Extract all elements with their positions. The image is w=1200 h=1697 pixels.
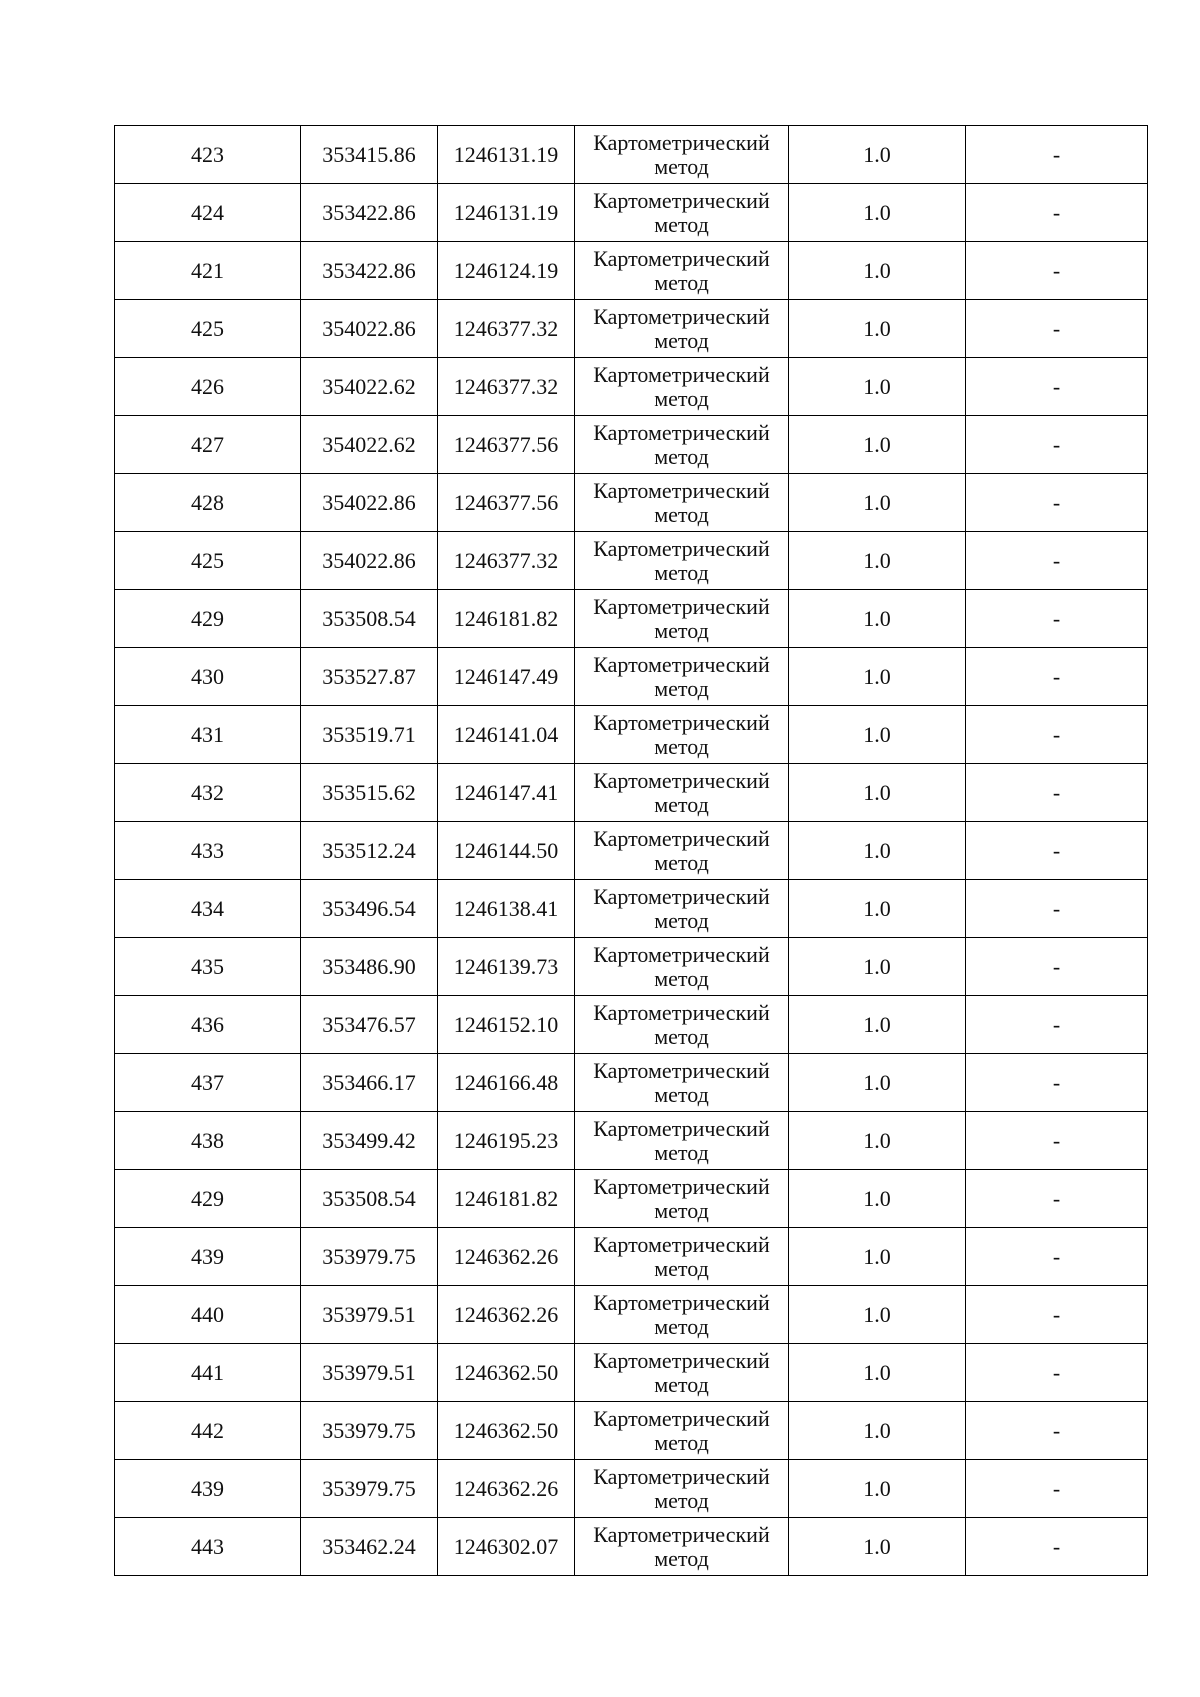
method-cell (575, 648, 789, 706)
accuracy-cell: 1.0 (789, 126, 966, 184)
accuracy-cell: 1.0 (789, 938, 966, 996)
note-cell: - (966, 822, 1148, 880)
point-number-cell: 439 (115, 1228, 301, 1286)
coord-y-cell: 1246181.82 (438, 590, 575, 648)
note-cell: - (966, 1112, 1148, 1170)
method-line-2: метод (654, 1023, 709, 1049)
method-cell (575, 358, 789, 416)
accuracy-cell: 1.0 (789, 706, 966, 764)
note-cell: - (966, 1286, 1148, 1344)
method-cell (575, 1112, 789, 1170)
method-line-2: метод (654, 1313, 709, 1339)
coord-x-cell: 353462.24 (301, 1518, 438, 1576)
table-row (115, 1112, 1148, 1170)
coord-x-cell: 353499.42 (301, 1112, 438, 1170)
point-number-cell: 424 (115, 184, 301, 242)
note-cell: - (966, 938, 1148, 996)
coord-y-cell: 1246377.32 (438, 300, 575, 358)
point-number-cell: 439 (115, 1460, 301, 1518)
method-line-2: метод (654, 617, 709, 643)
method-line-2: метод (654, 269, 709, 295)
method-line-2: метод (654, 211, 709, 237)
method-cell (575, 1518, 789, 1576)
method-line-1: Картометрический (593, 303, 770, 329)
point-number-cell: 434 (115, 880, 301, 938)
coord-x-cell: 353512.24 (301, 822, 438, 880)
coord-y-cell: 1246362.26 (438, 1460, 575, 1518)
coord-x-cell: 353415.86 (301, 126, 438, 184)
coord-x-cell: 353422.86 (301, 242, 438, 300)
method-line-1: Картометрический (593, 1463, 770, 1489)
method-line-2: метод (654, 385, 709, 411)
coordinates-table (114, 125, 1148, 1576)
coord-y-cell: 1246124.19 (438, 242, 575, 300)
table-row (115, 184, 1148, 242)
accuracy-cell: 1.0 (789, 1402, 966, 1460)
method-line-1: Картометрический (593, 1231, 770, 1257)
method-line-1: Картометрический (593, 535, 770, 561)
method-cell (575, 1286, 789, 1344)
note-cell: - (966, 648, 1148, 706)
note-cell: - (966, 1518, 1148, 1576)
coord-x-cell: 354022.62 (301, 358, 438, 416)
method-line-2: метод (654, 1487, 709, 1513)
coord-x-cell: 353466.17 (301, 1054, 438, 1112)
coord-x-cell: 353496.54 (301, 880, 438, 938)
method-cell (575, 1228, 789, 1286)
coord-y-cell: 1246362.26 (438, 1228, 575, 1286)
method-cell (575, 300, 789, 358)
coord-y-cell: 1246144.50 (438, 822, 575, 880)
point-number-cell: 428 (115, 474, 301, 532)
method-cell (575, 822, 789, 880)
method-line-1: Картометрический (593, 245, 770, 271)
method-cell (575, 1054, 789, 1112)
table-row (115, 996, 1148, 1054)
table-row (115, 590, 1148, 648)
method-cell (575, 1402, 789, 1460)
coord-y-cell: 1246139.73 (438, 938, 575, 996)
coord-y-cell: 1246147.49 (438, 648, 575, 706)
note-cell: - (966, 1228, 1148, 1286)
accuracy-cell: 1.0 (789, 1286, 966, 1344)
table-row (115, 1228, 1148, 1286)
coord-x-cell: 354022.86 (301, 300, 438, 358)
point-number-cell: 435 (115, 938, 301, 996)
method-line-2: метод (654, 1197, 709, 1223)
coord-x-cell: 353979.75 (301, 1460, 438, 1518)
coord-x-cell: 353486.90 (301, 938, 438, 996)
accuracy-cell: 1.0 (789, 1518, 966, 1576)
method-cell (575, 938, 789, 996)
method-cell (575, 764, 789, 822)
accuracy-cell: 1.0 (789, 1170, 966, 1228)
accuracy-cell: 1.0 (789, 1460, 966, 1518)
coord-x-cell: 354022.62 (301, 416, 438, 474)
method-line-2: метод (654, 327, 709, 353)
table-row (115, 300, 1148, 358)
method-line-2: метод (654, 153, 709, 179)
method-line-2: метод (654, 965, 709, 991)
point-number-cell: 437 (115, 1054, 301, 1112)
point-number-cell: 440 (115, 1286, 301, 1344)
method-line-1: Картометрический (593, 1405, 770, 1431)
table-row (115, 822, 1148, 880)
point-number-cell: 430 (115, 648, 301, 706)
method-line-2: метод (654, 1429, 709, 1455)
table-row (115, 242, 1148, 300)
table-row (115, 358, 1148, 416)
accuracy-cell: 1.0 (789, 648, 966, 706)
accuracy-cell: 1.0 (789, 300, 966, 358)
note-cell: - (966, 416, 1148, 474)
note-cell: - (966, 1402, 1148, 1460)
coord-x-cell: 353979.51 (301, 1344, 438, 1402)
note-cell: - (966, 996, 1148, 1054)
method-line-1: Картометрический (593, 1173, 770, 1199)
note-cell: - (966, 300, 1148, 358)
accuracy-cell: 1.0 (789, 358, 966, 416)
method-line-1: Картометрический (593, 941, 770, 967)
point-number-cell: 433 (115, 822, 301, 880)
note-cell: - (966, 358, 1148, 416)
note-cell: - (966, 706, 1148, 764)
table-row (115, 880, 1148, 938)
note-cell: - (966, 1170, 1148, 1228)
point-number-cell: 429 (115, 1170, 301, 1228)
point-number-cell: 438 (115, 1112, 301, 1170)
note-cell: - (966, 184, 1148, 242)
table-row (115, 764, 1148, 822)
accuracy-cell: 1.0 (789, 880, 966, 938)
coord-y-cell: 1246181.82 (438, 1170, 575, 1228)
accuracy-cell: 1.0 (789, 184, 966, 242)
coord-y-cell: 1246362.50 (438, 1402, 575, 1460)
table-row (115, 126, 1148, 184)
accuracy-cell: 1.0 (789, 822, 966, 880)
table-row (115, 1344, 1148, 1402)
note-cell: - (966, 1460, 1148, 1518)
accuracy-cell: 1.0 (789, 532, 966, 590)
accuracy-cell: 1.0 (789, 1228, 966, 1286)
point-number-cell: 431 (115, 706, 301, 764)
method-line-1: Картометрический (593, 477, 770, 503)
method-cell (575, 706, 789, 764)
method-cell (575, 474, 789, 532)
accuracy-cell: 1.0 (789, 416, 966, 474)
method-cell (575, 1170, 789, 1228)
method-cell (575, 416, 789, 474)
coord-x-cell: 353476.57 (301, 996, 438, 1054)
coord-y-cell: 1246147.41 (438, 764, 575, 822)
table-row (115, 1054, 1148, 1112)
table-row (115, 648, 1148, 706)
method-line-2: метод (654, 1255, 709, 1281)
method-line-1: Картометрический (593, 709, 770, 735)
table-row (115, 1286, 1148, 1344)
note-cell: - (966, 474, 1148, 532)
note-cell: - (966, 126, 1148, 184)
coord-y-cell: 1246377.56 (438, 416, 575, 474)
coord-y-cell: 1246138.41 (438, 880, 575, 938)
method-line-1: Картометрический (593, 651, 770, 677)
note-cell: - (966, 590, 1148, 648)
point-number-cell: 436 (115, 996, 301, 1054)
coord-x-cell: 353979.75 (301, 1402, 438, 1460)
method-cell (575, 126, 789, 184)
method-line-1: Картометрический (593, 1289, 770, 1315)
coord-y-cell: 1246377.32 (438, 532, 575, 590)
method-line-2: метод (654, 1139, 709, 1165)
coord-y-cell: 1246195.23 (438, 1112, 575, 1170)
table-row (115, 1170, 1148, 1228)
coord-x-cell: 353527.87 (301, 648, 438, 706)
method-cell (575, 184, 789, 242)
method-line-1: Картометрический (593, 187, 770, 213)
method-line-1: Картометрический (593, 883, 770, 909)
method-line-1: Картометрический (593, 1115, 770, 1141)
accuracy-cell: 1.0 (789, 1344, 966, 1402)
accuracy-cell: 1.0 (789, 764, 966, 822)
coord-y-cell: 1246302.07 (438, 1518, 575, 1576)
table-row (115, 416, 1148, 474)
coord-y-cell: 1246131.19 (438, 184, 575, 242)
coord-x-cell: 353508.54 (301, 590, 438, 648)
method-line-1: Картометрический (593, 1521, 770, 1547)
table-row (115, 1460, 1148, 1518)
coord-x-cell: 354022.86 (301, 532, 438, 590)
method-line-1: Картометрический (593, 129, 770, 155)
method-line-2: метод (654, 443, 709, 469)
note-cell: - (966, 880, 1148, 938)
method-line-2: метод (654, 559, 709, 585)
point-number-cell: 443 (115, 1518, 301, 1576)
coord-y-cell: 1246377.32 (438, 358, 575, 416)
method-line-2: метод (654, 733, 709, 759)
point-number-cell: 441 (115, 1344, 301, 1402)
note-cell: - (966, 242, 1148, 300)
table-row (115, 532, 1148, 590)
coord-y-cell: 1246152.10 (438, 996, 575, 1054)
method-line-1: Картометрический (593, 767, 770, 793)
method-line-2: метод (654, 1371, 709, 1397)
method-line-1: Картометрический (593, 593, 770, 619)
method-cell (575, 996, 789, 1054)
coord-x-cell: 353979.51 (301, 1286, 438, 1344)
coord-y-cell: 1246362.26 (438, 1286, 575, 1344)
method-line-1: Картометрический (593, 1347, 770, 1373)
point-number-cell: 429 (115, 590, 301, 648)
note-cell: - (966, 1344, 1148, 1402)
coord-x-cell: 353422.86 (301, 184, 438, 242)
method-line-1: Картометрический (593, 999, 770, 1025)
method-line-2: метод (654, 1081, 709, 1107)
table-row (115, 1402, 1148, 1460)
point-number-cell: 432 (115, 764, 301, 822)
note-cell: - (966, 1054, 1148, 1112)
accuracy-cell: 1.0 (789, 590, 966, 648)
method-line-1: Картометрический (593, 419, 770, 445)
method-cell (575, 590, 789, 648)
table-row (115, 474, 1148, 532)
coord-y-cell: 1246362.50 (438, 1344, 575, 1402)
point-number-cell: 442 (115, 1402, 301, 1460)
accuracy-cell: 1.0 (789, 996, 966, 1054)
coord-x-cell: 353979.75 (301, 1228, 438, 1286)
method-cell (575, 532, 789, 590)
coord-y-cell: 1246377.56 (438, 474, 575, 532)
table-row (115, 938, 1148, 996)
method-line-2: метод (654, 675, 709, 701)
point-number-cell: 425 (115, 532, 301, 590)
method-line-2: метод (654, 1545, 709, 1571)
coord-x-cell: 353508.54 (301, 1170, 438, 1228)
coord-x-cell: 354022.86 (301, 474, 438, 532)
point-number-cell: 427 (115, 416, 301, 474)
point-number-cell: 423 (115, 126, 301, 184)
coordinates-table-body (115, 126, 1148, 1576)
method-line-2: метод (654, 501, 709, 527)
note-cell: - (966, 532, 1148, 590)
point-number-cell: 426 (115, 358, 301, 416)
coord-x-cell: 353515.62 (301, 764, 438, 822)
method-line-1: Картометрический (593, 1057, 770, 1083)
table-row (115, 1518, 1148, 1576)
note-cell: - (966, 764, 1148, 822)
point-number-cell: 425 (115, 300, 301, 358)
method-cell (575, 880, 789, 938)
coord-y-cell: 1246141.04 (438, 706, 575, 764)
accuracy-cell: 1.0 (789, 1112, 966, 1170)
coord-x-cell: 353519.71 (301, 706, 438, 764)
table-row (115, 706, 1148, 764)
point-number-cell: 421 (115, 242, 301, 300)
method-cell (575, 1344, 789, 1402)
method-line-2: метод (654, 907, 709, 933)
method-line-2: метод (654, 849, 709, 875)
coord-y-cell: 1246131.19 (438, 126, 575, 184)
accuracy-cell: 1.0 (789, 474, 966, 532)
method-line-1: Картометрический (593, 361, 770, 387)
accuracy-cell: 1.0 (789, 242, 966, 300)
accuracy-cell: 1.0 (789, 1054, 966, 1112)
method-line-1: Картометрический (593, 825, 770, 851)
method-line-2: метод (654, 791, 709, 817)
method-cell (575, 1460, 789, 1518)
coord-y-cell: 1246166.48 (438, 1054, 575, 1112)
method-cell (575, 242, 789, 300)
